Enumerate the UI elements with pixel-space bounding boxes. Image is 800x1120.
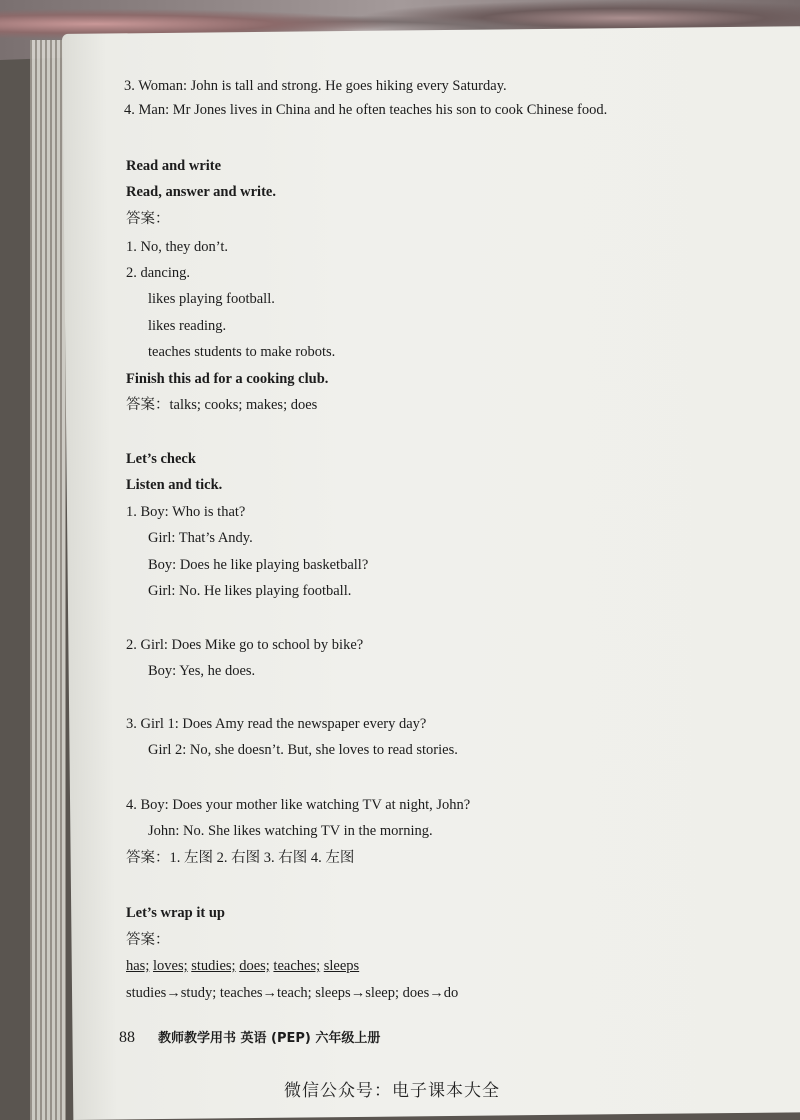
underlined-word: does; bbox=[239, 958, 270, 974]
underlined-word: studies; bbox=[191, 958, 236, 974]
check-line: Boy: Does he like playing basketball? bbox=[148, 557, 369, 573]
check-line: Girl 2: No, she doesn’t. But, she loves to read stories. bbox=[148, 742, 458, 758]
finish-ad-heading: Finish this ad for a cooking club. bbox=[126, 371, 329, 387]
check-line: 1. Boy: Who is that? bbox=[126, 504, 246, 520]
watermark: 微信公众号：电子课本大全 bbox=[284, 1081, 500, 1101]
check-line: 3. Girl 1: Does Amy read the newspaper every day? bbox=[126, 716, 427, 732]
check-line: 4. Boy: Does your mother like watching TV at night, John? bbox=[126, 797, 471, 813]
answer-item-2c: likes reading. bbox=[148, 318, 227, 334]
dialogue-line-4: 4. Man: Mr Jones lives in China and he often teaches his son to cook Chinese food. bbox=[124, 102, 608, 118]
underlined-word: sleeps bbox=[323, 958, 360, 974]
section-heading-read-write: Read and write bbox=[126, 158, 222, 174]
finish-ad-answer: 答案：talks; cooks; makes; does bbox=[126, 397, 318, 413]
book-title: 教师教学用书 英语 (PEP) 六年级上册 bbox=[158, 1031, 381, 1046]
section-heading-check: Let’s check bbox=[126, 451, 196, 467]
wrap-underlined-words bbox=[126, 957, 359, 975]
underlined-word: loves; bbox=[152, 958, 188, 974]
answer-item-2: 2. dancing. bbox=[126, 265, 191, 281]
check-line: John: No. She likes watching TV in the morning. bbox=[148, 823, 433, 839]
page-number: 88 bbox=[119, 1029, 135, 1046]
wrap-answer-label: 答案： bbox=[126, 932, 170, 948]
answer-item-1: 1. No, they don’t. bbox=[126, 239, 229, 255]
check-line: 2. Girl: Does Mike go to school by bike? bbox=[126, 637, 364, 653]
check-answer: 答案：1. 左图 2. 右图 3. 右图 4. 左图 bbox=[126, 850, 355, 866]
underlined-word: has; bbox=[126, 958, 150, 974]
answer-item-2d: teaches students to make robots. bbox=[148, 344, 336, 360]
subheading-read-answer: Read, answer and write. bbox=[126, 184, 276, 200]
subheading-listen-tick: Listen and tick. bbox=[126, 477, 223, 493]
check-line: Girl: No. He likes playing football. bbox=[148, 583, 352, 599]
check-line: Boy: Yes, he does. bbox=[148, 663, 256, 679]
check-line: Girl: That’s Andy. bbox=[148, 530, 253, 546]
dialogue-line-3: 3. Woman: John is tall and strong. He goes hiking every Saturday. bbox=[124, 78, 507, 94]
section-heading-wrap: Let’s wrap it up bbox=[126, 905, 225, 921]
answer-item-2b: likes playing football. bbox=[148, 291, 275, 307]
answer-label: 答案： bbox=[126, 211, 170, 227]
wrap-conversions: studies→study; teaches→teach; sleeps→sleep; does→do bbox=[126, 985, 459, 1001]
underlined-word: teaches; bbox=[273, 958, 321, 974]
